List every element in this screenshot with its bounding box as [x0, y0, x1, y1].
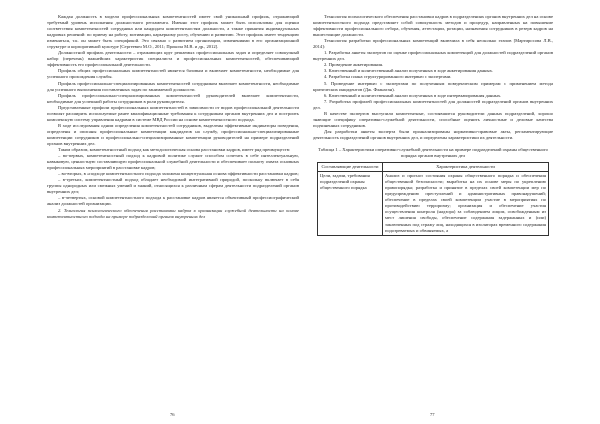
table-header-cell: Характеристика деятельности — [383, 163, 549, 172]
table-cell: Цели, задачи, требования подразделений охраны общественного порядка — [318, 172, 383, 235]
table-header-cell: Составляющие деятельности — [318, 163, 383, 172]
list-item: 2. Проведение анкетирования. — [324, 62, 384, 68]
list-item: – в-третьих, компетентностный подход обладает необходимой интегративной природой, поскольку включает в себя группы однородных или смежных умений и знаний, относящихся к различным сферам деятельности подразделений органов внутренних дел; — [47, 177, 299, 195]
paragraph: Для разработки анкеты эксперта были проанализированы нормативно-правовые акты, регламентирующие деятельность подразделений органов внутренних дел, и определены характеристики их деятельности. — [313, 128, 553, 140]
paragraph: Технология психологического обеспечения расстановки кадров в подразделениях органов внутренних дел на основе компетентностного подхода представляет собой совокупность методов и процедур, направленных на повышение эффективности профессионального отбора, обучения, аттестации, ротации, назначения сотрудников в резерв кадров на вышестоящие должности. — [313, 14, 553, 38]
paragraph: Профиль профессионально-специализированных компетентностей сотрудником включает компетентности, необходимые для успешного выполнения поставленных задач по занимаемой должности. — [47, 80, 299, 92]
paragraph: Каждая должность в модели профессиональных компетентностей имеет свой уникальный профиль, отражающий требуемый уровень исполнения должностного регламента. Именно этот профиль может быть использован для оценки соответствия компетентностей сотрудника или кандидата компетентностям должности, а также принятия индивидуальных кадровых решений: по приему на работу, мотивации, карьерному росту, обучению и развитию. Этот профиль имеет тенденцию изменяться, т.к. он может быть спецификой. Это связано с развитием организации, изменениями в его организационной структуре и корпоративной культуре [Сергеевич М.О., 2011; Прокопа М.В. и др., 2012]. — [47, 14, 299, 50]
paragraph: Профиль общих профессиональных компетентностей является базовым и включает компетентности, необходимые для успешного прохождения службы. — [47, 68, 299, 80]
paragraph: Таким образом, компетентностный подход как методологическая основа расстановки кадров, имеет ряд преимуществ: — [58, 147, 291, 153]
paragraph: Профиль профессионально-специализированных компетентностей руководителей включает компетентности, необходимые для успешной работы сотрудников в роли руководителя. — [47, 92, 299, 104]
paragraph: Должностной профиль деятельности – отражающих круг решаемых профессиональных задач и определяет совокупный набор (перечень) важнейших характеристик специалиста и профессиональных компетентностей, обеспечивающий эффективность его профессиональной деятельности. — [47, 50, 299, 68]
list-item: 7. Разработка профилей профессиональных компетентностей для должностей подразделений органов внутренних дел. — [313, 98, 553, 110]
table-caption: Таблица 1 – Характеристики оперативно-служебной деятельности на примере подразделений охраны общественного порядка органов внутренних дел — [318, 146, 548, 159]
paragraph: Технология разработки профессиональных компетенций включила в себя несколько этапов [Мартиросова Л.В., 2014]: — [313, 38, 553, 50]
table-row — [318, 172, 549, 235]
list-item: – во-вторых, в «подходе компетентностного подхода заложена концептуальная основа эффективности расстановки кадров; — [58, 171, 299, 177]
page-number-left: 76 — [170, 412, 175, 417]
list-item: 4. Разработка плана структурированного интервью с экспертами. — [324, 74, 452, 80]
list-item: 3. Качественный и количественный анализ полученных в ходе анкетирования данных. — [324, 68, 494, 74]
paragraph: В качестве экспертов выступили компетентные, состоявшиеся руководители данных подразделений, хорошо знающие специфику оперативно-служебной деятельности, способные оценить личностные и деловые качества подчиненных сотрудников. — [313, 110, 553, 128]
list-item: 1. Разработка анкеты экспертов по оценке профессиональных компетенций для должностей подразделений органов внутренних дел. — [313, 50, 553, 62]
left-page — [47, 14, 299, 220]
list-item: – во-первых, компетентностный подход к кадровой политике служит способом сочетать в себе интеллектуальную, навыковую, ценностную составляющую профессиональной служебной деятельности и обеспечивает полноту охвата основных профессиональных мероприятий в расстановке кадров; — [47, 153, 299, 171]
table-cell: Анализ и прогноз состояния охраны общественного порядка и обеспечения общественной безопасности; выработка на их основе меры по укреплению правопорядка; разработка и принятие в пределах своей компетенции мер по предупреждению преступлений и административных правонарушений; обеспечение в пределах своей компетенции участие в мероприятиях по противодействию терроризму; организация и обеспечение участия осуществления контроля (надзора) за соблюдением лицом, освобожденным из мест лишения свободы, обеспечение содержания задержанных и (или) заключенных под стражу лиц, находящихся в изоляторах временного содержания подозреваемых и обвиняемых, а — [383, 172, 549, 235]
paragraph: Представленные профили профессиональных компетентностей в зависимости от видов профессиональной деятельности позволят расширить используемые ранее квалификационные требования к сотрудникам органов внутренних дел и построить комплексную систему управления кадрами в системе МВД России на основе компетентностного подхода. — [47, 104, 299, 122]
table-header-row — [318, 163, 549, 172]
list-item: – в-четвертых, основой компетентностного подхода к расстановке кадров является объективный профессиографический анализ должностей организации. — [47, 195, 299, 207]
paragraph: В ходе исследования одним определения компетентностей сотрудников, выделены эффективные индикаторы поведения, определены и описаны профессиональные компетенции кандидатов на службу, профессионально-специализированные компетенции сотрудников и профессионально-специализированные компетенции руководителей на примере подразделений органов внутренних дел. — [47, 122, 299, 146]
page-number-right: 77 — [430, 412, 435, 417]
right-page — [313, 14, 553, 236]
list-item: 6. Качественный и количественный анализ полученных в ходе интервьюирования данных. — [324, 92, 502, 98]
list-item: 5. Проведение интервью с экспертами по полученным поведенческим примерам с применением метода критических инцидентов (Дж. Фланаган). — [313, 80, 553, 92]
section-heading: 2. Технология психологического обеспечения расстановки кадров в организации служебной деятельности на основе компетентностного подхода на примере подразделений органов внутренних дел — [47, 207, 299, 219]
characteristics-table — [317, 162, 549, 236]
